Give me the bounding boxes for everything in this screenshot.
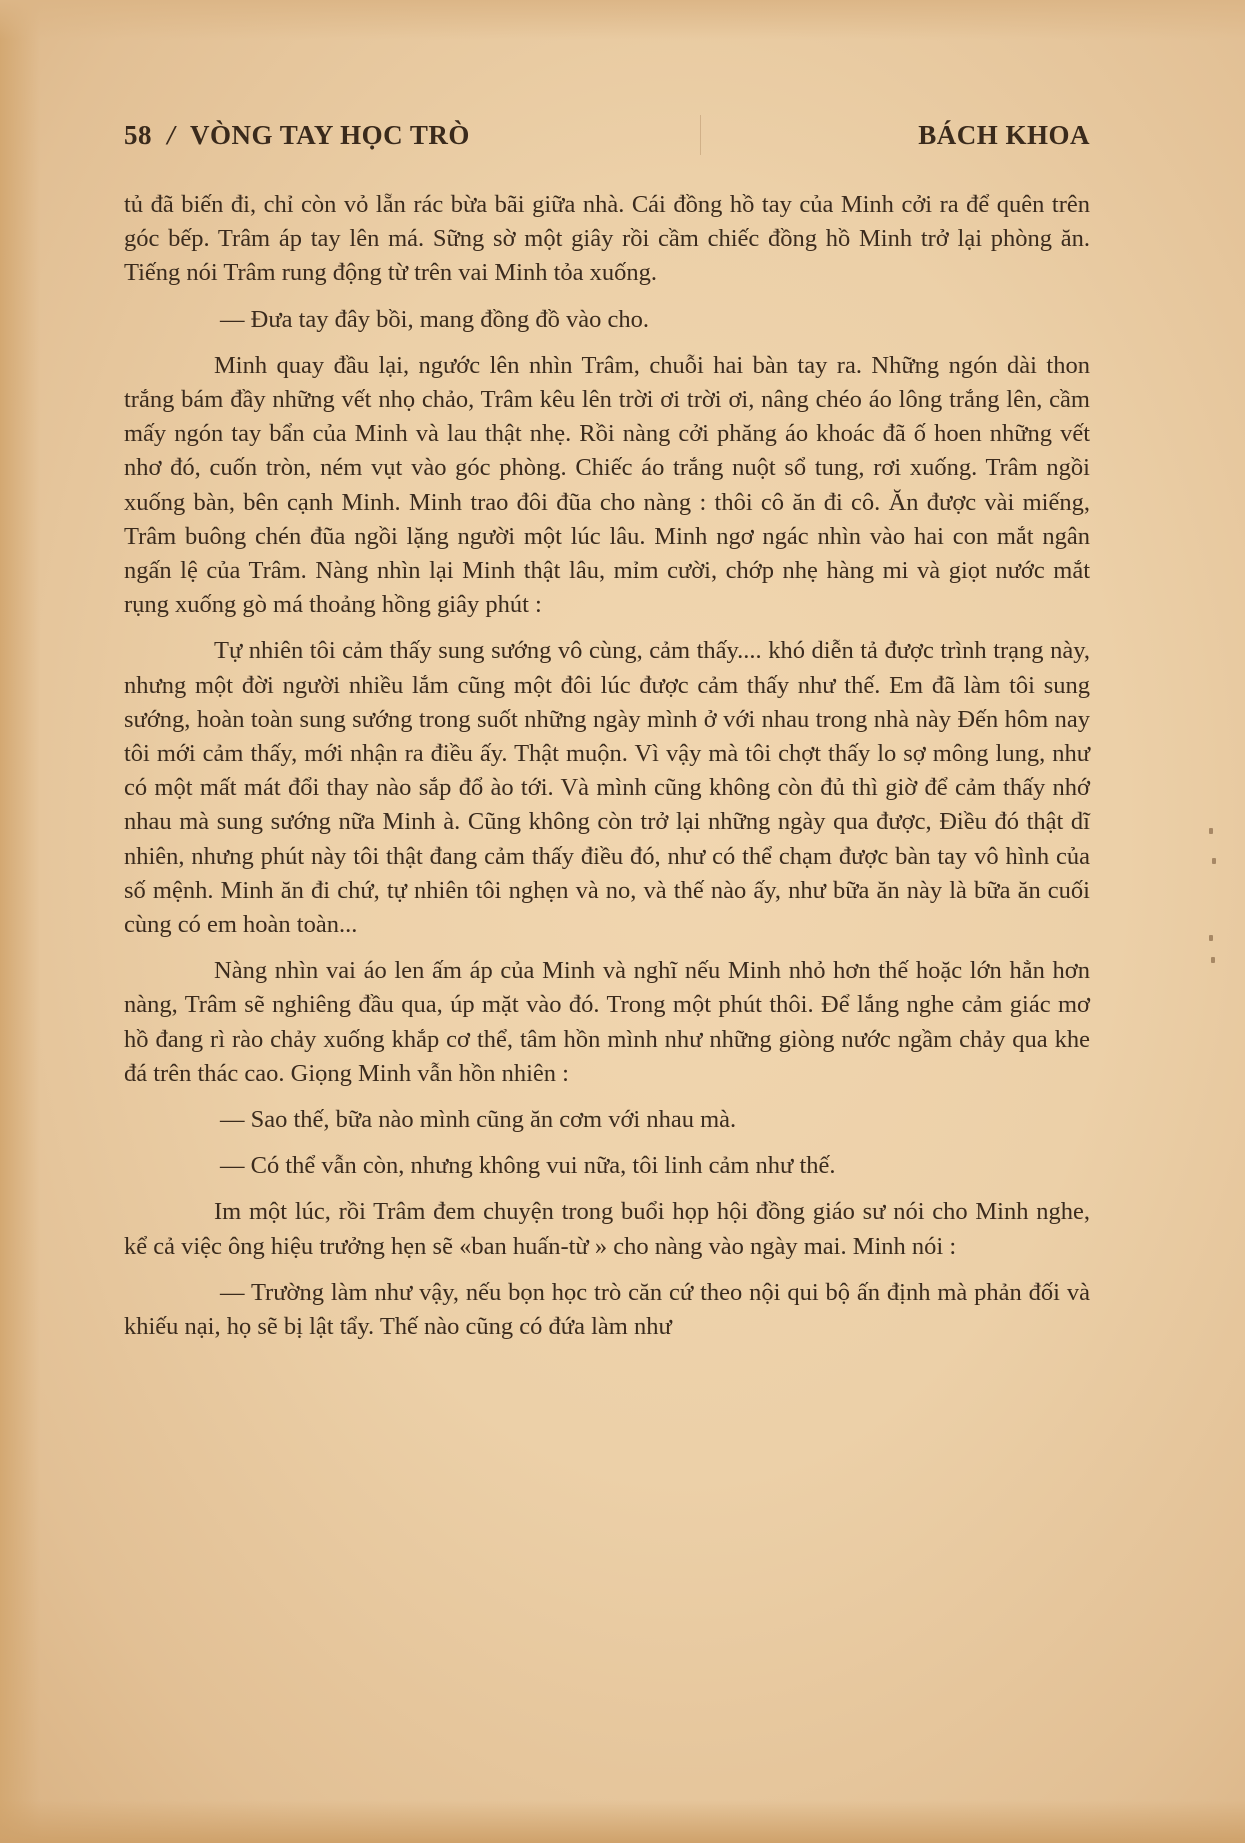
ink-speck: [1209, 828, 1213, 834]
paragraph: Nàng nhìn vai áo len ấm áp của Minh và nghĩ nếu Minh nhỏ hơn thế hoặc lớn hẳn hơn nàng, Trâm sẽ nghiêng đầu qua, úp mặt vào đó. Trong một phút thôi. Để lắng nghe cảm giác mơ hồ đang rì rào chảy xuống khắp cơ thể, tâm hồn mình như những giòng nước ngầm chảy qua khe đá trên thác cao. Giọng Minh vẫn hồn nhiên :: [124, 957, 1090, 1087]
dialogue-line: — Đưa tay đây bồi, mang đồng đồ vào cho.: [220, 305, 650, 333]
page-number: 58: [124, 120, 152, 150]
running-header-left: [124, 120, 470, 151]
ink-speck: [1209, 935, 1213, 941]
page-edge-shadow-left: [0, 0, 40, 1843]
page-edge-shadow-top: [0, 0, 1245, 40]
running-header: [124, 120, 1090, 160]
body-text: [124, 188, 1090, 1344]
paragraph: tủ đã biến đi, chỉ còn vỏ lẵn rác bừa bãi giữa nhà. Cái đồng hồ tay của Minh cởi ra để quên trên góc bếp. Trâm áp tay lên má. Sững sờ một giây rồi cầm chiếc đồng hồ Minh trở lại phòng ăn. Tiếng nói Trâm rung động từ trên vai Minh tỏa xuống.: [124, 191, 1090, 287]
header-separator: /: [167, 120, 176, 150]
dialogue-line: — Có thể vẫn còn, nhưng không vui nữa, tôi linh cảm như thế.: [220, 1152, 836, 1180]
ink-speck: [1211, 957, 1215, 963]
section-title: VÒNG TAY HỌC TRÒ: [190, 120, 470, 150]
paragraph: Im một lúc, rồi Trâm đem chuyện trong buổi họp hội đồng giáo sư nói cho Minh nghe, kể cả việc ông hiệu trưởng hẹn sẽ «ban huấn-từ » cho nàng vào ngày mai. Minh nói :: [124, 1198, 1090, 1260]
page-edge-shadow-bottom: [0, 1800, 1245, 1843]
paragraph: Minh quay đầu lại, ngước lên nhìn Trâm, chuỗi hai bàn tay ra. Những ngón dài thon trắng bám đầy những vết nhọ chảo, Trâm kêu lên trời ơi trời ơi, nâng chéo áo lông trắng lên, cầm mấy ngón tay bẩn của Minh và lau thật nhẹ. Rồi nàng cởi phăng áo khoác đã ố hoen những vết nhơ đó, cuốn tròn, ném vụt vào góc phòng. Chiếc áo trắng nuột sổ tung, rơi xuống. Trâm ngồi xuống bàn, bên cạnh Minh. Minh trao đôi đũa cho nàng : thôi cô ăn đi cô. Ăn được vài miếng, Trâm buông chén đũa ngồi lặng người một lúc lâu. Minh ngơ ngác nhìn vào hai con mắt ngân ngấn lệ của Trâm. Nàng nhìn lại Minh thật lâu, mỉm cười, chớp nhẹ hàng mi và giọt nước mắt rụng xuống gò má thoảng hồng giây phút :: [124, 351, 1090, 619]
paragraph: Tự nhiên tôi cảm thấy sung sướng vô cùng, cảm thấy.... khó diễn tả được trình trạng này, nhưng một đời người nhiều lắm cũng một đôi lúc được cảm thấy như thế. Em đã làm tôi sung sướng, hoàn toàn sung sướng trong suốt những ngày mình ở với nhau trong nhà này Đến hôm nay tôi mới cảm thấy, mới nhận ra điều ấy. Thật muộn. Vì vậy mà tôi chợt thấy lo sợ mông lung, như có một mất mát đổi thay nào sắp đổ ào tới. Và mình cũng không còn đủ thì giờ để cảm thấy nhớ nhau mà sung sướng nữa Minh à. Cũng không còn trở lại những ngày qua được, Điều đó thật dĩ nhiên, nhưng phút này tôi thật đang cảm thấy điều đó, như có thể chạm được bàn tay vô hình của số mệnh. Minh ăn đi chứ, tự nhiên tôi nghẹn và no, và thế nào ấy, như bữa ăn này là bữa ăn cuối cùng có em hoàn toàn...: [124, 637, 1090, 939]
dialogue-line: — Sao thế, bữa nào mình cũng ăn cơm với nhau mà.: [220, 1106, 737, 1134]
publication-name: BÁCH KHOA: [918, 120, 1090, 150]
dialogue-line: — Trường làm như vậy, nếu bọn học trò căn cứ theo nội qui bộ ấn định mà phản đối và khiếu nại, họ sẽ bị lật tẩy. Thế nào cũng có đứa làm như: [124, 1278, 1090, 1341]
ink-speck: [1212, 858, 1216, 864]
